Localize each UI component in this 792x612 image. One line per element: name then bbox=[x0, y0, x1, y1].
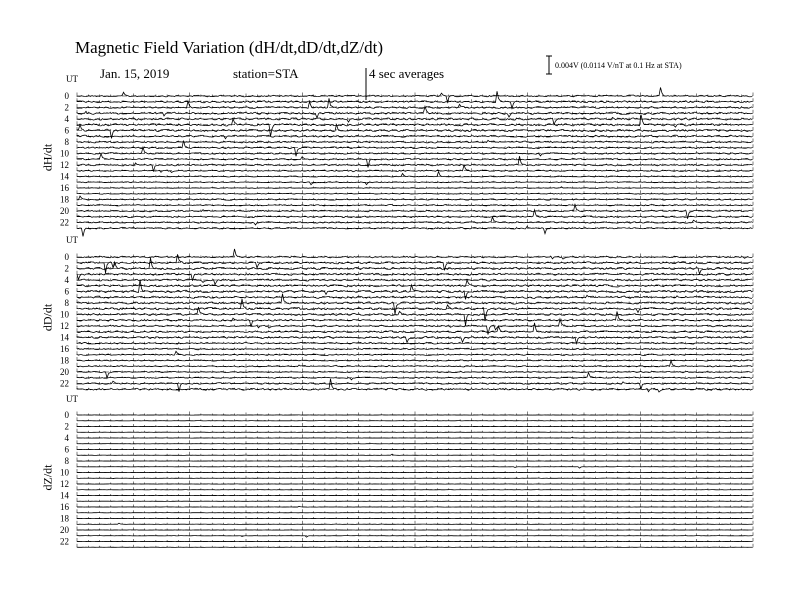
trace-line bbox=[77, 172, 752, 177]
trace-ticks bbox=[77, 492, 753, 496]
hour-tick-label: 0 bbox=[64, 410, 69, 420]
hour-tick-label: 16 bbox=[60, 344, 69, 354]
hour-tick-label: 14 bbox=[60, 171, 69, 182]
hour-tick-label: 12 bbox=[60, 160, 69, 170]
trace-line bbox=[77, 91, 752, 108]
trace-ticks bbox=[77, 185, 753, 189]
hour-tick-label: 8 bbox=[64, 456, 69, 466]
hour-tick-label: 22 bbox=[60, 536, 69, 547]
trace-ticks bbox=[77, 458, 753, 462]
hour-tick-label: 18 bbox=[60, 355, 69, 366]
trace-ticks bbox=[77, 452, 753, 455]
hour-tick-label: 20 bbox=[60, 206, 69, 216]
trace-ticks bbox=[77, 538, 753, 542]
trace-ticks bbox=[77, 265, 753, 269]
trace-ticks bbox=[77, 423, 753, 427]
hour-tick-label: 4 bbox=[64, 114, 69, 124]
trace-ticks bbox=[77, 469, 753, 473]
trace-ticks bbox=[77, 498, 753, 501]
hour-tick-label: 10 bbox=[60, 309, 69, 320]
trace-ticks bbox=[77, 509, 753, 512]
chart-title: Magnetic Field Variation (dH/dt,dD/dt,dZ/dt) bbox=[75, 38, 384, 57]
hour-tick-label: 12 bbox=[60, 479, 69, 489]
trace-line bbox=[77, 227, 752, 237]
trace-line bbox=[77, 165, 752, 172]
trace-ticks bbox=[77, 486, 753, 489]
trace-ticks bbox=[77, 532, 753, 535]
trace-ticks bbox=[77, 515, 753, 519]
hour-tick-label: 16 bbox=[60, 183, 69, 193]
hour-tick-label: 8 bbox=[64, 298, 69, 308]
trace-line bbox=[77, 467, 752, 469]
hour-tick-label: 4 bbox=[64, 275, 69, 285]
panel-label-dh: dH/dt bbox=[40, 143, 55, 172]
trace-ticks bbox=[77, 446, 753, 450]
trace-ticks bbox=[77, 544, 753, 547]
trace-ticks bbox=[77, 127, 753, 131]
panel-label-dd: dD/dt bbox=[40, 303, 55, 332]
hour-tick-label: 18 bbox=[60, 194, 69, 205]
ut-label-dh: UT bbox=[66, 74, 78, 84]
trace-line bbox=[77, 536, 752, 538]
hour-tick-label: 2 bbox=[64, 263, 69, 274]
trace-line bbox=[77, 361, 752, 367]
hour-tick-label: 12 bbox=[60, 321, 69, 331]
hour-tick-label: 6 bbox=[64, 286, 69, 297]
averaging-label: 4 sec averages bbox=[369, 66, 445, 81]
hour-tick-label: 0 bbox=[64, 91, 69, 101]
hour-tick-label: 16 bbox=[60, 502, 69, 512]
trace-line bbox=[77, 541, 752, 542]
hour-tick-label: 2 bbox=[64, 421, 69, 432]
trace-ticks bbox=[77, 475, 753, 478]
hour-tick-label: 6 bbox=[64, 444, 69, 455]
trace-line bbox=[77, 307, 752, 325]
trace-ticks bbox=[77, 504, 753, 508]
hour-tick-label: 0 bbox=[64, 252, 69, 262]
hour-tick-label: 20 bbox=[60, 367, 69, 377]
hour-tick-label: 10 bbox=[60, 467, 69, 478]
scale-note: 0.004V (0.0114 V/nT at 0.1 Hz at STA) bbox=[555, 61, 682, 70]
hour-tick-label: 2 bbox=[64, 102, 69, 113]
trace-line bbox=[77, 295, 752, 298]
station-label: station=STA bbox=[233, 66, 299, 81]
trace-ticks bbox=[77, 429, 753, 432]
trace-ticks bbox=[77, 179, 753, 182]
trace-ticks bbox=[77, 521, 753, 524]
trace-ticks bbox=[77, 412, 753, 416]
trace-line bbox=[77, 182, 752, 185]
hour-tick-label: 22 bbox=[60, 378, 69, 389]
hour-tick-label: 14 bbox=[60, 490, 69, 501]
hour-tick-label: 14 bbox=[60, 332, 69, 343]
date-label: Jan. 15, 2019 bbox=[100, 66, 170, 81]
ut-label-dd: UT bbox=[66, 235, 78, 245]
trace-ticks bbox=[77, 463, 753, 466]
hour-tick-label: 4 bbox=[64, 433, 69, 443]
hour-tick-label: 10 bbox=[60, 148, 69, 159]
trace-ticks bbox=[77, 417, 753, 420]
trace-line bbox=[77, 205, 752, 206]
hour-tick-label: 18 bbox=[60, 513, 69, 524]
trace-ticks bbox=[77, 481, 753, 485]
hour-tick-label: 20 bbox=[60, 525, 69, 535]
trace-ticks bbox=[77, 277, 753, 281]
trace-ticks bbox=[77, 328, 753, 331]
trace-line bbox=[77, 478, 752, 479]
panel-label-dz: dZ/dt bbox=[40, 464, 55, 491]
trace-ticks bbox=[77, 440, 753, 443]
hour-tick-label: 6 bbox=[64, 125, 69, 136]
trace-ticks bbox=[77, 527, 753, 531]
ut-label-dz: UT bbox=[66, 394, 78, 404]
trace-ticks bbox=[77, 374, 753, 377]
hour-tick-label: 8 bbox=[64, 137, 69, 147]
trace-line bbox=[77, 279, 752, 284]
trace-ticks bbox=[77, 435, 753, 439]
trace-line bbox=[77, 258, 752, 274]
trace-line bbox=[77, 217, 752, 225]
hour-tick-label: 22 bbox=[60, 217, 69, 228]
